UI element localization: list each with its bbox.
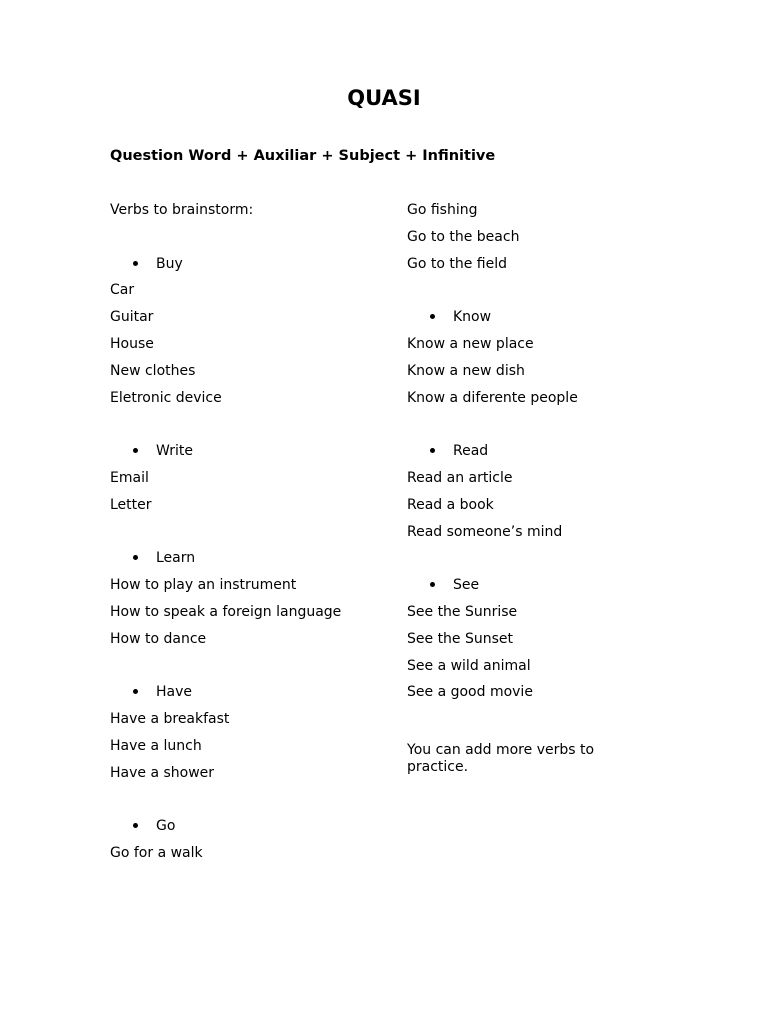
heading-label: Know: [453, 309, 492, 326]
list-item: Read a book: [407, 496, 494, 513]
list-heading-know: [407, 307, 647, 334]
list-item: New clothes: [110, 362, 196, 379]
list-item: Read an article: [407, 469, 513, 486]
list-item: Know a new dish: [407, 362, 525, 379]
list-item: How to dance: [110, 630, 207, 647]
heading-label: See: [453, 577, 480, 594]
bullet-icon: [133, 689, 138, 694]
list-heading-learn: [110, 548, 380, 575]
practice-note: You can add more verbs to practice.: [407, 741, 595, 775]
list-heading-read: [407, 441, 647, 468]
list-item: See the Sunrise: [407, 603, 518, 620]
bullet-icon: [133, 448, 138, 453]
heading-label: Write: [156, 443, 193, 460]
list-item: Go for a walk: [110, 845, 203, 862]
right-column: [407, 200, 647, 776]
bullet-icon: [430, 448, 435, 453]
list-item: Have a breakfast: [110, 711, 230, 728]
list-item: Have a lunch: [110, 737, 202, 754]
list-item: Guitar: [110, 309, 154, 326]
list-heading-see: [407, 575, 647, 602]
list-item: Go to the field: [407, 255, 508, 272]
list-item: How to speak a foreign language: [110, 603, 342, 620]
list-heading-buy: [110, 254, 380, 281]
heading-label: Have: [156, 684, 193, 701]
list-item: Know a new place: [407, 335, 534, 352]
heading-label: Go: [156, 818, 176, 835]
bullet-icon: [133, 555, 138, 560]
heading-label: Learn: [156, 550, 196, 567]
list-heading-have: [110, 682, 380, 709]
page-title: QUASI: [347, 86, 421, 110]
left-column: [110, 200, 380, 870]
list-heading-go: [110, 816, 380, 843]
list-item: Email: [110, 469, 149, 486]
bullet-icon: [133, 261, 138, 266]
list-item: See a wild animal: [407, 657, 531, 674]
list-item: Car: [110, 282, 135, 299]
structure-formula: Question Word + Auxiliar + Subject + Infinitive: [110, 148, 496, 164]
list-item: Have a shower: [110, 764, 215, 781]
list-item: Letter: [110, 496, 152, 513]
list-item: Go fishing: [407, 202, 478, 218]
list-item: House: [110, 335, 154, 352]
list-item: Go to the beach: [407, 228, 520, 245]
list-item: How to play an instrument: [110, 577, 297, 594]
list-item: Eletronic device: [110, 389, 222, 406]
bullet-icon: [133, 823, 138, 828]
heading-label: Buy: [156, 255, 183, 272]
heading-label: Read: [453, 443, 489, 460]
list-heading-write: [110, 441, 380, 468]
intro-text: Verbs to brainstorm:: [110, 202, 254, 218]
list-item: Read someone’s mind: [407, 523, 563, 540]
bullet-icon: [430, 314, 435, 319]
list-item: Know a diferente people: [407, 389, 578, 406]
bullet-icon: [430, 582, 435, 587]
list-item: See the Sunset: [407, 630, 514, 647]
list-item: See a good movie: [407, 684, 533, 701]
